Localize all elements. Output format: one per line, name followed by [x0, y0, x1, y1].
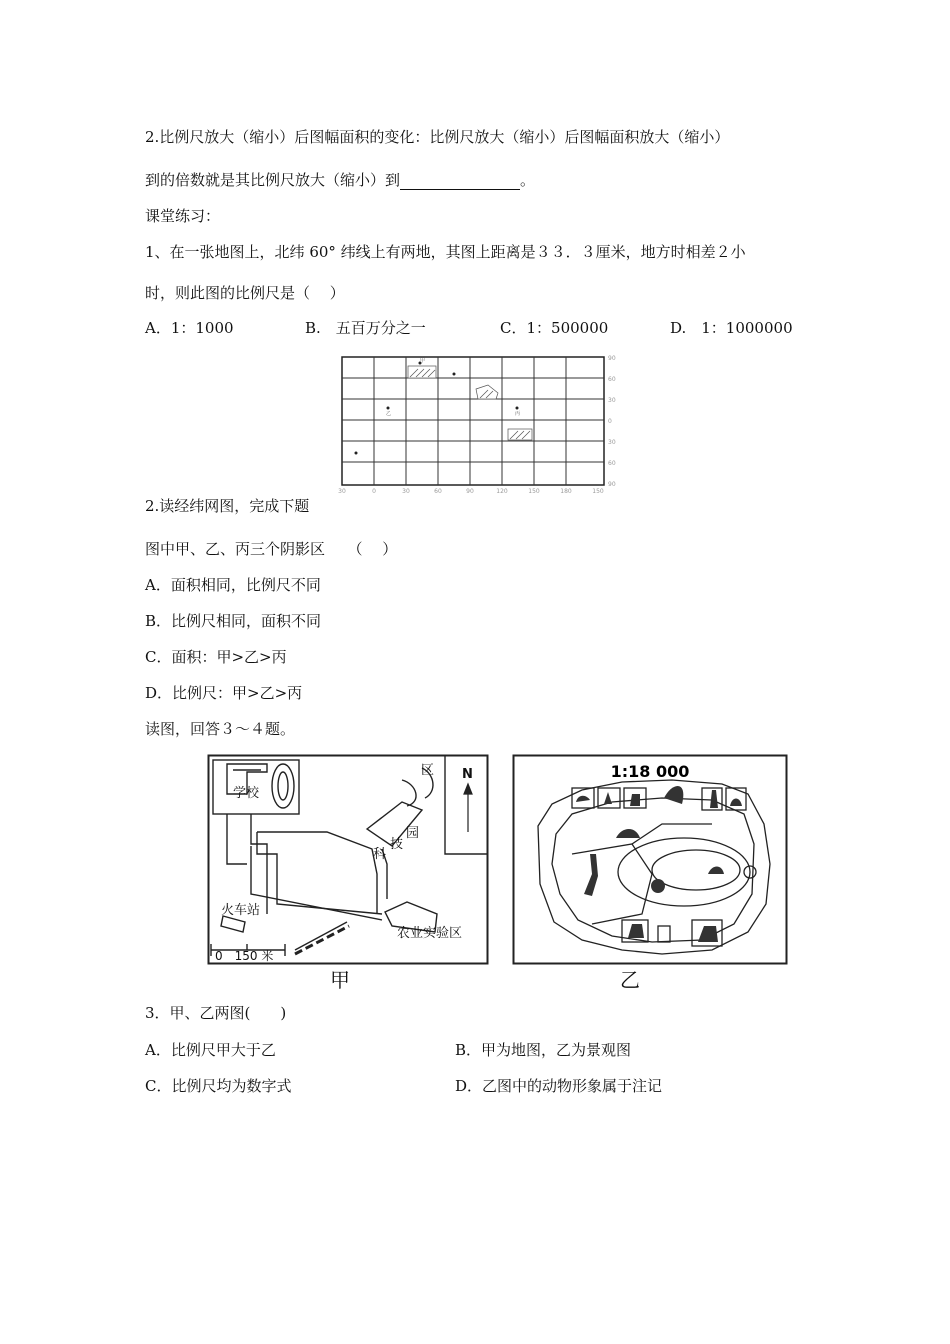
shaded-area-jia — [408, 366, 436, 378]
q1-option-a: A．1：1000 — [145, 319, 234, 337]
lon-label: 0 — [372, 488, 376, 495]
grid-point-label-yi: 乙 — [386, 411, 392, 417]
lon-label: 30 — [402, 488, 410, 495]
tech-park-char-2: 技 — [390, 837, 404, 852]
tech-park-char-3: 园 — [406, 826, 420, 841]
q2-option-a: A．面积相同，比例尺不同 — [145, 576, 321, 594]
lat-label: 60 — [608, 376, 616, 383]
q3-option-d: D．乙图中的动物形象属于注记 — [455, 1077, 663, 1095]
lat-label: 0 — [608, 418, 612, 425]
north-label: N — [462, 767, 473, 782]
lat-label: 90 — [608, 355, 616, 362]
lon-label: 150 — [528, 488, 540, 495]
q3-option-c: C．比例尺均为数字式 — [145, 1077, 292, 1095]
tech-park-char-4: 区 — [421, 763, 435, 778]
map-yi-caption: 乙 — [620, 968, 640, 992]
map-jia-caption: 甲 — [330, 968, 350, 992]
lon-label: 30 — [338, 488, 346, 495]
section2-line2-text: 到的倍数就是其比例尺放大（缩小）到 — [145, 171, 401, 189]
agri-label: 农业实验区 — [397, 926, 463, 941]
practice-heading: 课堂练习： — [145, 207, 221, 225]
lon-label: 90 — [466, 488, 474, 495]
q1-line2: 时，则此图的比例尺是（ ） — [145, 284, 345, 302]
lat-label: 60 — [608, 460, 616, 467]
lat-lon-grid-figure — [336, 353, 626, 495]
tech-park-char-1: 科 — [373, 847, 387, 862]
shaded-area-bing — [508, 429, 532, 440]
shaded-area-yi — [476, 385, 498, 399]
q1-line1: 1、在一张地图上，北纬 60° 纬线上有两地，其图上距离是３３．３厘米，地方时相差２小 — [145, 243, 746, 261]
q3-stem: 3．甲、乙两图( ) — [145, 1004, 287, 1022]
read-intro: 读图，回答３～４题。 — [145, 720, 296, 738]
q3-option-b: B．甲为地图，乙为景观图 — [455, 1041, 632, 1059]
map-yi-scale: 1:18 000 — [610, 762, 690, 781]
school-label: 学校 — [233, 786, 260, 801]
section2-line1: 2.比例尺放大（缩小）后图幅面积的变化：比例尺放大（缩小）后图幅面积放大（缩小） — [145, 128, 730, 146]
lon-label: 180 — [560, 488, 572, 495]
q2-intro: 2.读经纬网图，完成下题 — [145, 497, 310, 515]
answer-blank[interactable] — [400, 174, 520, 190]
q2-stem: 图中甲、乙、丙三个阴影区 （ ） — [145, 540, 398, 558]
q1-option-d: D. 1：1000000 — [670, 319, 793, 337]
map-jia — [207, 754, 490, 965]
section2-line2-end: 。 — [520, 171, 536, 189]
q1-option-c: C．1：500000 — [500, 319, 609, 337]
station-label: 火车站 — [221, 903, 261, 918]
lat-label: 30 — [608, 439, 616, 446]
q2-option-b: B．比例尺相同，面积不同 — [145, 612, 322, 630]
lon-label: 60 — [434, 488, 442, 495]
q3-option-a: A．比例尺甲大于乙 — [145, 1041, 276, 1059]
lon-label: 150 — [592, 488, 604, 495]
map-yi — [512, 754, 788, 965]
scale-bar-label: 0 150 米 — [215, 949, 274, 963]
lat-label: 30 — [608, 397, 616, 404]
grid-point-label-bing: 丙 — [515, 411, 521, 417]
section2-line2 — [145, 170, 535, 190]
lon-label: 120 — [496, 488, 508, 495]
grid-point-label-jia: 甲 — [420, 358, 426, 364]
q2-option-c: C．面积：甲>乙>丙 — [145, 648, 287, 666]
q1-option-b: B. 五百万分之一 — [305, 319, 426, 337]
lat-label: 90 — [608, 481, 616, 488]
q2-option-d: D．比例尺：甲>乙>丙 — [145, 684, 303, 702]
